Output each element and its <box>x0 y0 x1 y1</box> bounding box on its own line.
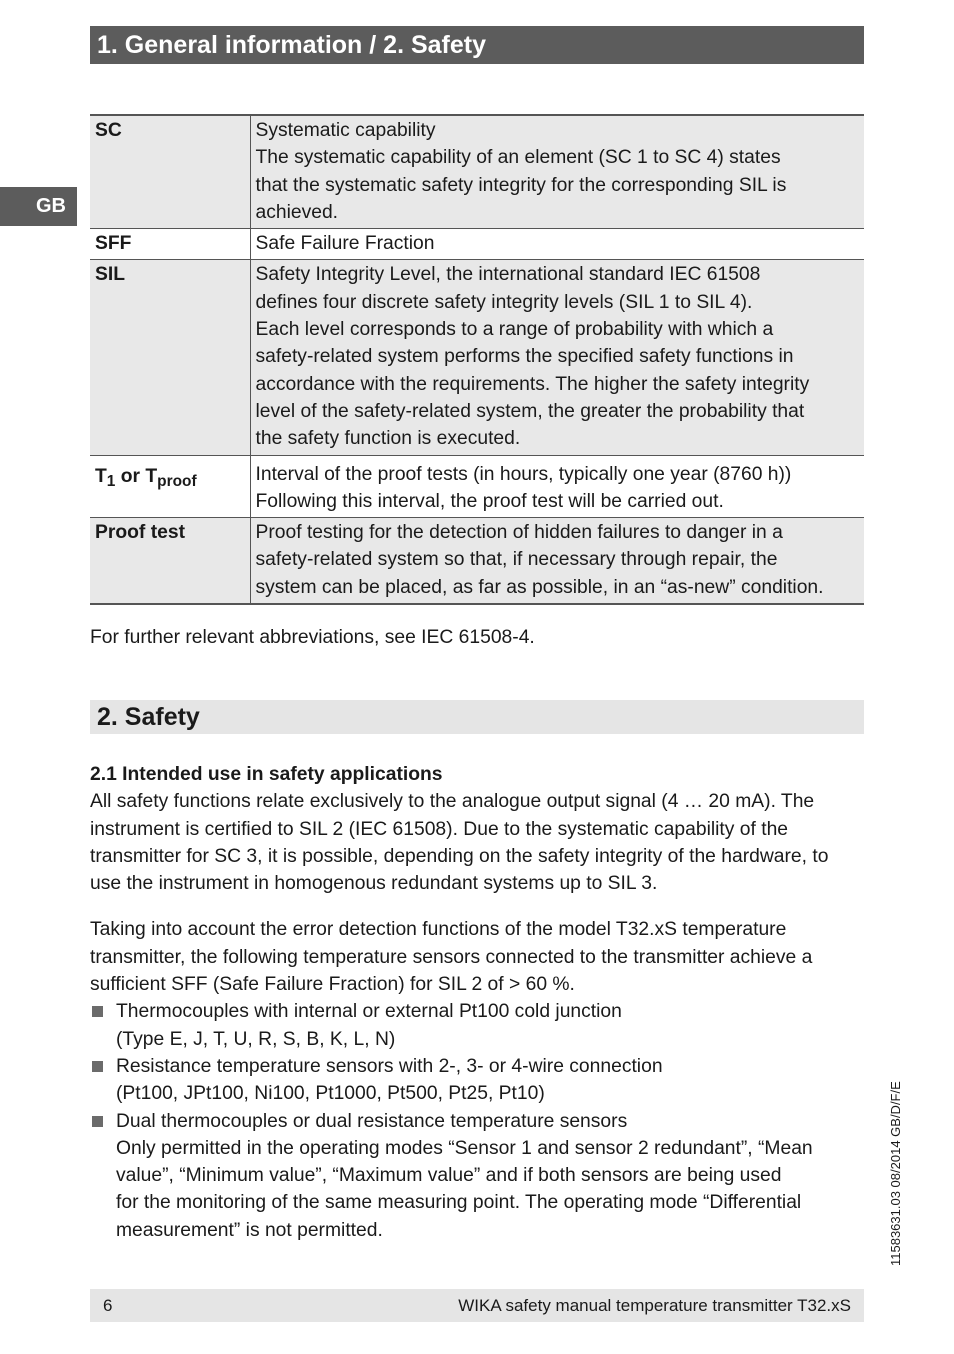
page-number: 6 <box>103 1296 113 1315</box>
paragraph-line: instrument is certified to SIL 2 (IEC 61508). Due to the systematic capability of the <box>90 818 789 840</box>
definition-cell <box>250 455 864 518</box>
square-bullet-icon <box>92 1006 103 1017</box>
definition-cell <box>250 229 864 260</box>
definition-line: Each level corresponds to a range of probability with which a <box>255 319 774 341</box>
language-tab: GB <box>0 187 77 226</box>
footer-title: WIKA safety manual temperature transmitter T32.xS <box>458 1296 851 1315</box>
section-heading <box>90 700 864 734</box>
definition-line: Safety Integrity Level, the international standard IEC 61508 <box>255 264 761 286</box>
section-title: 2. Safety <box>97 703 200 731</box>
list-item-line: for the monitoring of the same measuring point. The operating mode “Differential <box>116 1192 802 1214</box>
section-body <box>90 761 864 1244</box>
list-item <box>90 1053 864 1108</box>
list-item-line: Resistance temperature sensors with 2-, 3- or 4-wire connection <box>116 1055 663 1077</box>
definition-line: Following this interval, the proof test will be carried out. <box>255 490 724 512</box>
definition-line: system can be placed, as far as possible, in an “as-new” condition. <box>255 576 824 598</box>
term-or: or T <box>115 465 158 487</box>
square-bullet-icon <box>92 1116 103 1127</box>
paragraph <box>90 916 864 998</box>
term-t: T <box>95 465 107 487</box>
definition-line: Proof testing for the detection of hidden failures to danger in a <box>255 522 783 544</box>
document-code: 11583631.03 08/2014 GB/D/F/E <box>888 1081 903 1266</box>
definition-cell <box>250 260 864 455</box>
table-row <box>90 260 864 455</box>
chapter-title: 1. General information / 2. Safety <box>97 31 487 59</box>
paragraph <box>90 788 864 897</box>
list-item-line: (Pt100, JPt100, Ni100, Pt1000, Pt500, Pt25, Pt10) <box>116 1083 545 1105</box>
definition-cell <box>250 115 864 229</box>
table-row <box>90 229 864 260</box>
definition-line: Safe Failure Fraction <box>255 233 435 255</box>
paragraph-line: sufficient SFF (Safe Failure Fraction) for SIL 2 of > 60 %. <box>90 974 575 996</box>
abbreviations-note: For further relevant abbreviations, see IEC 61508-4. <box>90 627 535 648</box>
term-t-subscript: 1 <box>106 472 116 490</box>
definition-line: accordance with the requirements. The higher the safety integrity <box>255 373 810 395</box>
term-cell <box>90 455 250 518</box>
paragraph-line: All safety functions relate exclusively to the analogue output signal (4 … 20 mA). The <box>90 791 815 813</box>
definition-cell <box>250 518 864 604</box>
list-item-line: measurement” is not permitted. <box>116 1219 383 1241</box>
list-item-line: Thermocouples with internal or external Pt100 cold junction <box>116 1001 622 1023</box>
paragraph-line: transmitter, the following temperature sensors connected to the transmitter achieve a <box>90 946 813 968</box>
definitions-table <box>90 114 864 605</box>
definition-line: that the systematic safety integrity for the corresponding SIL is <box>255 174 787 196</box>
sensor-list <box>90 998 864 1244</box>
paragraph-line: use the instrument in homogenous redundant systems up to SIL 3. <box>90 873 658 895</box>
list-item-line: (Type E, J, T, U, R, S, B, K, L, N) <box>116 1028 396 1050</box>
term-cell: SFF <box>90 229 250 260</box>
definition-line: defines four discrete safety integrity levels (SIL 1 to SIL 4). <box>255 291 753 313</box>
table-row <box>90 115 864 229</box>
definition-line: safety-related system so that, if necessary through repair, the <box>255 549 778 571</box>
definition-line: The systematic capability of an element (SC 1 to SC 4) states <box>255 147 781 169</box>
chapter-header <box>90 26 864 64</box>
list-item-line: Dual thermocouples or dual resistance temperature sensors <box>116 1110 628 1132</box>
definition-line: safety-related system performs the specified safety functions in <box>255 346 794 368</box>
term-proof-subscript: proof <box>157 472 197 490</box>
subsection-heading: 2.1 Intended use in safety applications <box>90 764 443 785</box>
definition-line: the safety function is executed. <box>255 428 521 450</box>
term-cell: SIL <box>90 260 250 455</box>
list-item-line: Only permitted in the operating modes “Sensor 1 and sensor 2 redundant”, “Mean <box>116 1137 813 1159</box>
table-row <box>90 455 864 518</box>
term-cell: Proof test <box>90 518 250 604</box>
definition-line: Interval of the proof tests (in hours, typically one year (8760 h)) <box>255 463 792 485</box>
list-item <box>90 1108 864 1244</box>
definition-line: Systematic capability <box>255 120 436 141</box>
definition-line: level of the safety-related system, the greater the probability that <box>255 400 805 422</box>
page-footer <box>90 1289 864 1322</box>
list-item-line: value”, “Minimum value”, “Maximum value” and if both sensors are being used <box>116 1165 782 1187</box>
square-bullet-icon <box>92 1061 103 1072</box>
term-cell: SC <box>90 115 250 229</box>
table-row <box>90 518 864 604</box>
list-item <box>90 998 864 1053</box>
paragraph-line: transmitter for SC 3, it is possible, depending on the safety integrity of the hardware, to <box>90 845 829 867</box>
definition-line: achieved. <box>255 201 339 223</box>
paragraph-line: Taking into account the error detection functions of the model T32.xS temperature <box>90 919 787 941</box>
